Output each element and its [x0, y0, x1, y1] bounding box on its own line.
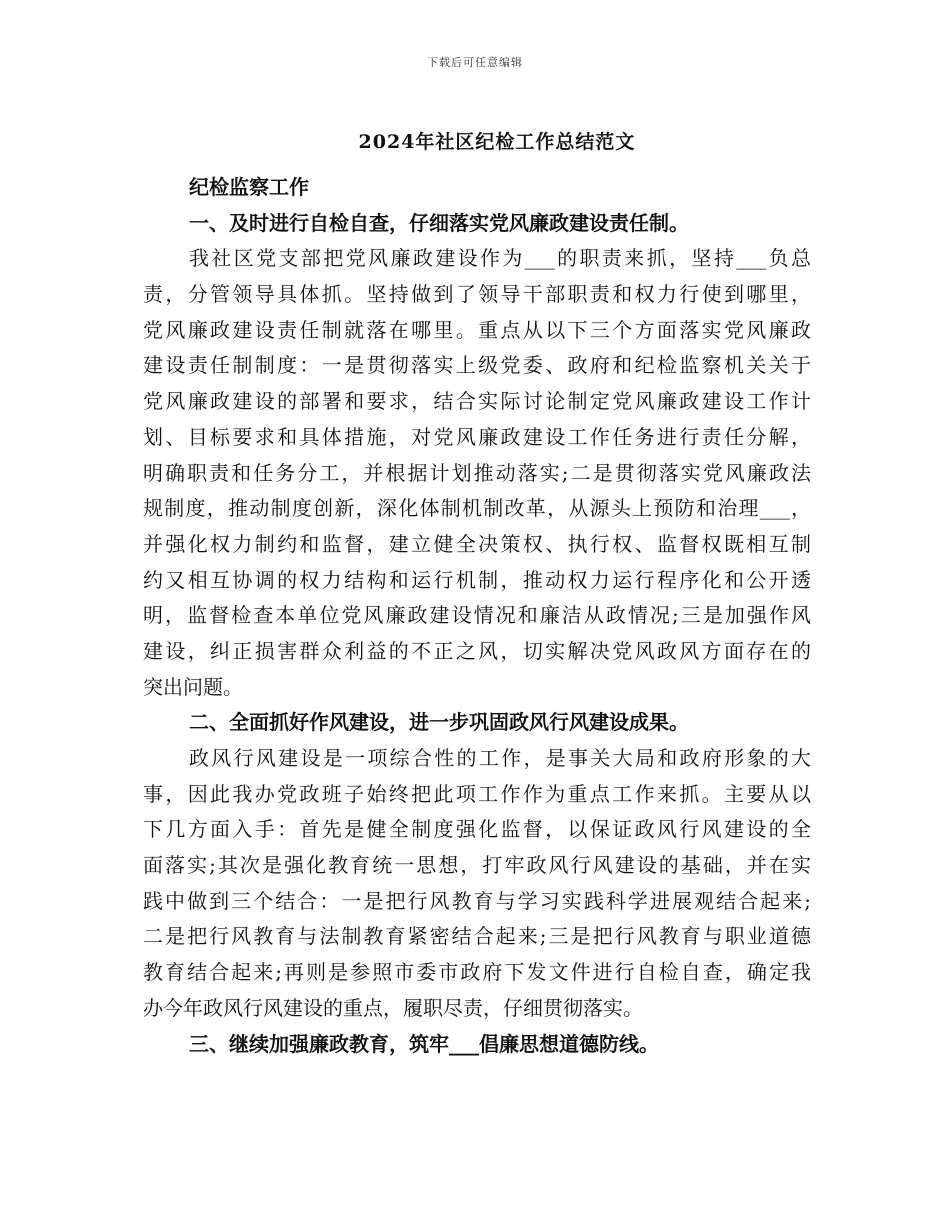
paragraph-line: 政风行风建设是一项综合性的工作，是事关大局和政府形象的大 [189, 746, 811, 770]
header-note: 下载后可任意编辑 [427, 56, 523, 69]
paragraph-line: 办今年政风行风建设的重点，履职尽责，仔细贯彻落实。 [143, 995, 643, 1020]
section-title: 纪检监察工作 [189, 175, 309, 199]
part2-heading: 二、全面抓好作风建设，进一步巩固政风行风建设成果。 [189, 710, 689, 735]
document-title: 2024年社区纪检工作总结范文 [358, 131, 636, 153]
paragraph-line: 突出问题。 [143, 674, 243, 699]
paragraph-line: 建设，纠正损害群众利益的不正之风，切实解决党风政风方面存在的 [143, 638, 811, 663]
paragraph-line: 践中做到三个结合：一是把行风教育与学习实践科学进展观结合起来; [143, 888, 811, 913]
paragraph-line: 事，因此我办党政班子始终把此项工作作为重点工作来抓。主要从以 [143, 781, 811, 806]
paragraph-line: 规制度，推动制度创新，深化体制机制改革，从源头上预防和治理___， [143, 496, 811, 521]
paragraph-line: 明，监督检查本单位党风廉政建设情况和廉洁从政情况;三是加强作风 [143, 603, 811, 628]
paragraph-line: 党风廉政建设责任制就落在哪里。重点从以下三个方面落实党风廉政 [143, 317, 811, 342]
part1-heading: 一、及时进行自检自查，仔细落实党风廉政建设责任制。 [189, 210, 689, 235]
paragraph-line: 明确职责和任务分工，并根据计划推动落实;二是贯彻落实党风廉政法 [143, 460, 811, 485]
paragraph-line: 下几方面入手：首先是健全制度强化监督，以保证政风行风建设的全 [143, 817, 811, 842]
paragraph-line: 教育结合起来;再则是参照市委市政府下发文件进行自检自查，确定我 [143, 960, 811, 985]
paragraph-line: 建设责任制制度：一是贯彻落实上级党委、政府和纪检监察机关关于 [143, 353, 811, 378]
document-body [143, 170, 811, 1062]
part3-heading: 三、继续加强廉政教育，筑牢___倡廉思想道德防线。 [189, 1031, 659, 1056]
paragraph-line: 党风廉政建设的部署和要求，结合实际讨论制定党风廉政建设工作计 [143, 389, 811, 414]
paragraph-line: 二是把行风教育与法制教育紧密结合起来;三是把行风教育与职业道德 [143, 924, 811, 949]
paragraph-line: 面落实;其次是强化教育统一思想，打牢政风行风建设的基础，并在实 [143, 853, 811, 878]
paragraph-line: 责，分管领导具体抓。坚持做到了领导干部职责和权力行使到哪里， [143, 282, 811, 307]
paragraph-line: 约又相互协调的权力结构和运行机制，推动权力运行程序化和公开透 [143, 567, 811, 592]
paragraph-line: 并强化权力制约和监督，建立健全决策权、执行权、监督权既相互制 [143, 531, 811, 556]
paragraph-line: 划、目标要求和具体措施，对党风廉政建设工作任务进行责任分解， [143, 424, 811, 449]
paragraph-line: 我社区党支部把党风廉政建设作为___的职责来抓，坚持___负总 [189, 246, 811, 271]
